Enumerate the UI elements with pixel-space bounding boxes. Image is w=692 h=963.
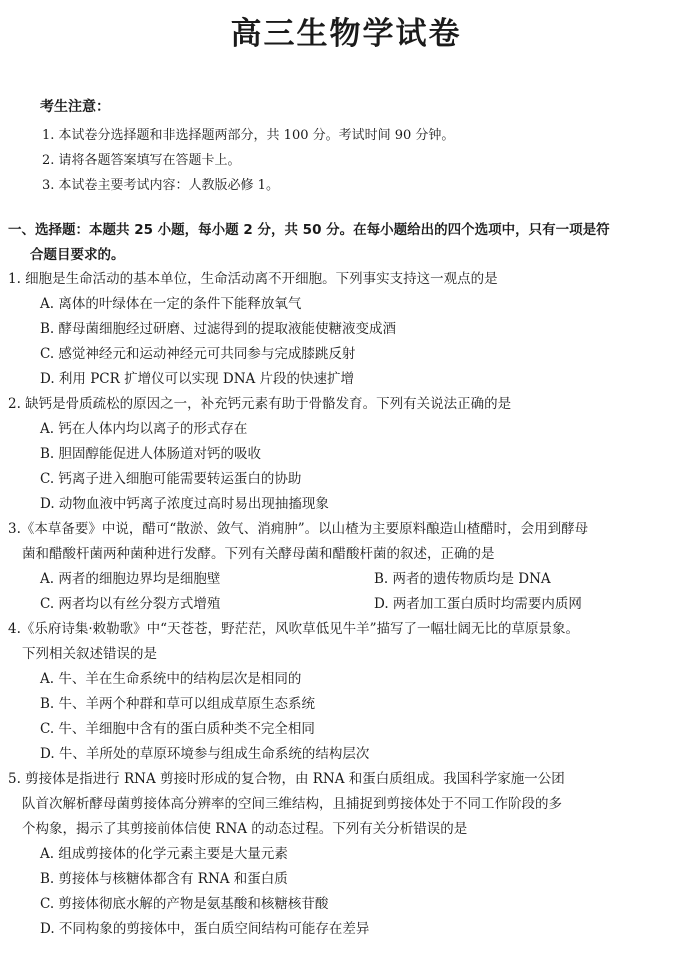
question-stem: 2. 缺钙是骨质疏松的原因之一，补充钙元素有助于骨骼发育。下列有关说法正确的是 bbox=[8, 396, 512, 412]
section-heading-line: 合题目要求的。 bbox=[30, 247, 125, 263]
option-d: D. 动物血液中钙离子浓度过高时易出现抽搐现象 bbox=[40, 496, 329, 512]
question-2 bbox=[8, 392, 676, 517]
question-stem: 队首次解析酵母菌剪接体高分辨率的空间三维结构，且捕捉到剪接体处于不同工作阶段的多 bbox=[22, 796, 562, 812]
option-c: C. 感觉神经元和运动神经元可共同参与完成膝跳反射 bbox=[40, 346, 356, 362]
option-d: D. 不同构象的剪接体中，蛋白质空间结构可能存在差异 bbox=[40, 921, 370, 937]
question-stem: 5. 剪接体是指进行 RNA 剪接时形成的复合物，由 RNA 和蛋白质组成。我国科学家施一公团 bbox=[8, 771, 565, 787]
question-stem: 下列相关叙述错误的是 bbox=[22, 646, 157, 662]
question-stem: 4.《乐府诗集·敕勒歌》中“天苍苍，野茫茫，风吹草低见牛羊”描写了一幅壮阔无比的草原景象。 bbox=[8, 621, 579, 637]
option-b: B. 酵母菌细胞经过研磨、过滤得到的提取液能使糖液变成酒 bbox=[40, 321, 397, 337]
option-a: A. 两者的细胞边界均是细胞壁 bbox=[40, 571, 221, 587]
option-a: A. 牛、羊在生命系统中的结构层次是相同的 bbox=[40, 671, 302, 687]
question-list bbox=[8, 267, 676, 942]
notice-item: 2. 请将各题答案填写在答题卡上。 bbox=[42, 153, 241, 168]
section-heading bbox=[8, 218, 668, 268]
question-stem: 个构象，揭示了其剪接前体信使 RNA 的动态过程。下列有关分析错误的是 bbox=[22, 821, 468, 837]
question-5 bbox=[8, 767, 676, 942]
option-d: D. 利用 PCR 扩增仪可以实现 DNA 片段的快速扩增 bbox=[40, 371, 355, 387]
notice-heading: 考生注意： bbox=[40, 99, 110, 115]
option-c: C. 剪接体彻底水解的产物是氨基酸和核糖核苷酸 bbox=[40, 896, 329, 912]
option-c: C. 牛、羊细胞中含有的蛋白质种类不完全相同 bbox=[40, 721, 315, 737]
option-b: B. 两者的遗传物质均是 DNA bbox=[374, 571, 551, 587]
option-c: C. 两者均以有丝分裂方式增殖 bbox=[40, 596, 221, 612]
exam-title: 高三生物学试卷 bbox=[230, 16, 462, 52]
option-b: B. 剪接体与核糖体都含有 RNA 和蛋白质 bbox=[40, 871, 288, 887]
option-a: A. 组成剪接体的化学元素主要是大量元素 bbox=[40, 846, 288, 862]
option-a: A. 钙在人体内均以离子的形式存在 bbox=[40, 421, 248, 437]
section-heading-line: 一、选择题：本题共 25 小题，每小题 2 分，共 50 分。在每小题给出的四个选项中，只有一项是符 bbox=[8, 222, 610, 238]
exam-notice bbox=[40, 96, 660, 198]
option-d: D. 牛、羊所处的草原环境参与组成生命系统的结构层次 bbox=[40, 746, 370, 762]
notice-item: 1. 本试卷分选择题和非选择题两部分，共 100 分。考试时间 90 分钟。 bbox=[42, 128, 455, 143]
question-stem: 3.《本草备要》中说，醋可“散淤、敛气、消痈肿”。以山楂为主要原料酿造山楂醋时，会用到酵母 bbox=[8, 521, 589, 537]
question-4 bbox=[8, 617, 676, 767]
question-stem: 菌和醋酸杆菌两种菌种进行发酵。下列有关酵母菌和醋酸杆菌的叙述，正确的是 bbox=[22, 546, 495, 562]
question-1 bbox=[8, 267, 676, 392]
option-a: A. 离体的叶绿体在一定的条件下能释放氧气 bbox=[40, 296, 302, 312]
question-3 bbox=[8, 517, 676, 617]
question-stem: 1. 细胞是生命活动的基本单位，生命活动离不开细胞。下列事实支持这一观点的是 bbox=[8, 271, 498, 287]
option-row bbox=[8, 592, 676, 617]
option-c: C. 钙离子进入细胞可能需要转运蛋白的协助 bbox=[40, 471, 302, 487]
option-b: B. 胆固醇能促进人体肠道对钙的吸收 bbox=[40, 446, 262, 462]
option-row bbox=[8, 567, 676, 592]
notice-item: 3. 本试卷主要考试内容：人教版必修 1。 bbox=[42, 178, 279, 193]
option-d: D. 两者加工蛋白质时均需要内质网 bbox=[374, 596, 582, 612]
option-b: B. 牛、羊两个种群和草可以组成草原生态系统 bbox=[40, 696, 316, 712]
